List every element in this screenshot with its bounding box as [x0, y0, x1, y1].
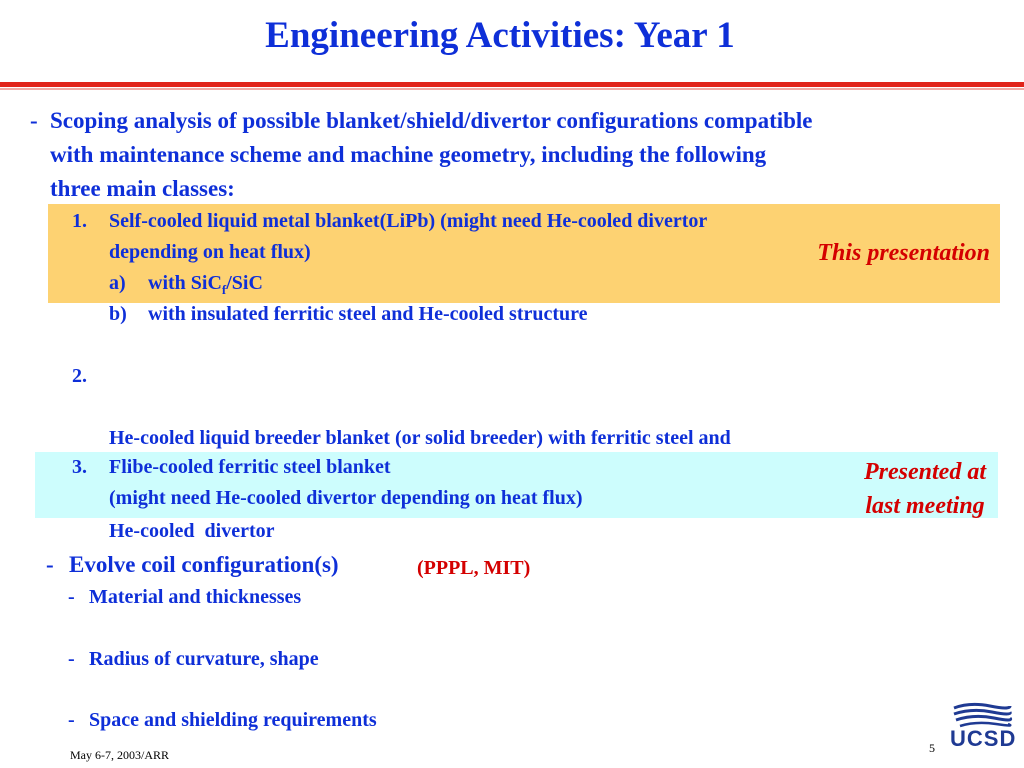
- class3-number: 3.: [72, 456, 87, 478]
- class1-sub-a-label: a): [109, 272, 126, 294]
- title-divider: [0, 82, 1024, 87]
- class1-text: [109, 206, 707, 268]
- class1-sub-b: with insulated ferritic steel and He-cooled structure: [148, 303, 588, 325]
- last-meeting-note: [864, 455, 986, 523]
- class1-sub-a-subscript: f: [221, 282, 227, 297]
- coil-orgs: (PPPL, MIT): [417, 557, 531, 579]
- intro-text: [50, 104, 813, 206]
- this-presentation-note: This presentation: [817, 240, 990, 266]
- coil-item-radius: Radius of curvature, shape: [89, 648, 319, 670]
- class1-sub-a-post: /SiC: [226, 272, 263, 294]
- coil-item-dash: -: [68, 586, 75, 608]
- ucsd-wave-icon: [950, 702, 1014, 728]
- class1-number: 1.: [72, 210, 87, 232]
- coil-item-dash: -: [68, 709, 75, 731]
- intro-line-1: Scoping analysis of possible blanket/shield/divertor configurations compatible: [50, 108, 813, 133]
- intro-dash: -: [30, 108, 38, 133]
- class2-line-2: He-cooled divertor: [109, 520, 275, 542]
- class1-sub-a-pre: with SiC: [148, 272, 222, 294]
- page-number: 5: [929, 741, 935, 755]
- last-meeting-note-line-2: last meeting: [865, 493, 985, 519]
- coil-dash: -: [46, 552, 54, 577]
- class1-line-1: Self-cooled liquid metal blanket(LiPb) (might need He-cooled divertor: [109, 210, 708, 232]
- last-meeting-note-line-1: Presented at: [864, 459, 986, 485]
- intro-line-3: three main classes:: [50, 176, 235, 201]
- class1-sub-b-label: b): [109, 303, 127, 325]
- ucsd-logo: [950, 702, 1017, 752]
- coil-heading: Evolve coil configuration(s): [69, 552, 339, 577]
- title-divider-shadow: [0, 88, 1024, 90]
- coil-item-dash: -: [68, 648, 75, 670]
- page-title: Engineering Activities: Year 1: [265, 15, 735, 56]
- intro-line-2: with maintenance scheme and machine geometry, including the following: [50, 142, 767, 167]
- class1-line-2: depending on heat flux): [109, 241, 311, 263]
- class3-line-1: Flibe-cooled ferritic steel blanket: [109, 456, 391, 478]
- coil-item-space: Space and shielding requirements: [89, 709, 377, 731]
- coil-item-material: Material and thicknesses: [89, 586, 302, 608]
- footer-date: May 6-7, 2003/ARR: [70, 748, 169, 762]
- class3-text: [109, 452, 583, 514]
- class2-line-1: He-cooled liquid breeder blanket (or solid breeder) with ferritic steel and: [109, 427, 731, 449]
- ucsd-logo-text: UCSD: [950, 726, 1017, 751]
- class3-line-2: (might need He-cooled divertor depending on heat flux): [109, 487, 583, 509]
- class2-number: 2.: [72, 365, 87, 387]
